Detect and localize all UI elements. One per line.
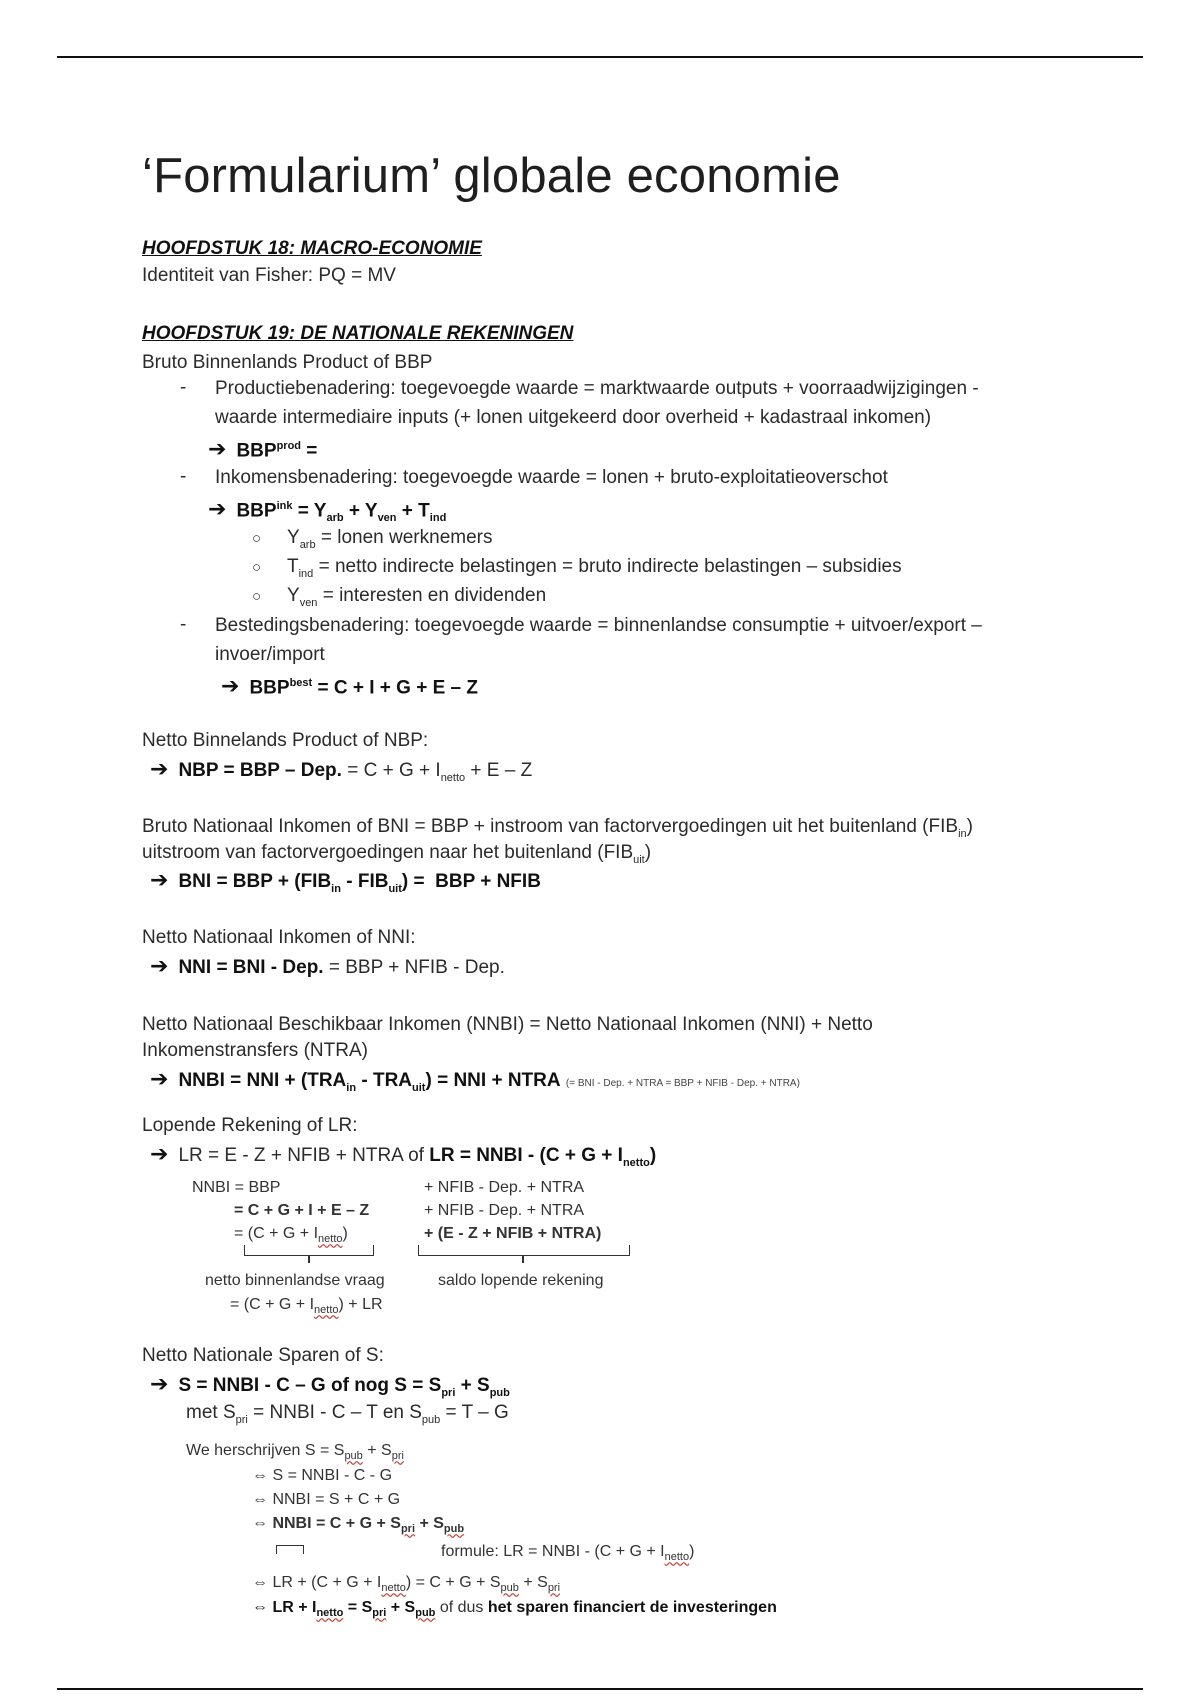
bni-formula: ➔ BNI = BBP + $(FIB_{in} - FIB_{uit})$ = BBP + NFIB (150, 867, 541, 895)
lr-diagram-left-1: NNBI = BBP (192, 1179, 281, 1196)
bestedings-line-1: Bestedingsbenadering: toegevoegde waarde = binnenlandse consumptie + uitvoer/export – (215, 615, 982, 636)
derivation-3: ⇔ NNBI = $C + G + S_{pri} + S_{pub}$ (252, 1515, 465, 1536)
circle-bullet-icon: ○ (252, 588, 262, 605)
lr-diagram-left-3: = $(C + G + I_{netto})$ (234, 1225, 348, 1246)
nbp-formula: ➔ NBP = BBP – Dep. = $C + G + I_{netto} + E - Z$ (150, 756, 533, 784)
derivation-4: ⇔ LR + $(C + G + I_{netto}) = C + G + S_{pub} + S_{pri}$ (252, 1574, 561, 1595)
lr-diagram-label-saldo: saldo lopende rekening (438, 1272, 604, 1289)
bbp-title: Bruto Binnenlands Product of BBP (142, 352, 433, 373)
nni-formula: ➔ NNI = BNI - Dep. = BBP + NFIB - Dep. (150, 953, 505, 978)
brace-derivation (276, 1545, 304, 1554)
lr-diagram-right-1: + NFIB - Dep. + NTRA (424, 1179, 585, 1196)
herschrijven-line: We herschrijven $S = S_{pub} + S_{pri}$ (186, 1442, 404, 1463)
brace-right-tick (522, 1255, 524, 1263)
arrow-icon: ➔ (221, 673, 240, 699)
dash-bullet: - (180, 377, 187, 398)
bni-line-1: Bruto Nationaal Inkomen of BNI = BBP + instroom van factorvergoedingen uit het buitenland $(FIB_{in})$ (142, 816, 973, 840)
nnbi-formula: ➔ NNBI = NNI + $(TRA_{in} - TRA_{uit})$ = NNI + NTRA (= BNI - Dep. + NTRA = BBP + NFIB - Dep. + NTRA) (150, 1066, 800, 1094)
brace-left-tick (308, 1255, 310, 1263)
arrow-icon: ➔ (150, 1066, 169, 1091)
bbp-ink-formula: ➔ $BBP^{ink} = Y_{arb} + Y_{ven} + T_{ind}$ (208, 496, 447, 525)
arrow-icon: ➔ (208, 436, 227, 462)
chapter-18-heading: HOOFDSTUK 18: MACRO-ECONOMIE (142, 238, 482, 259)
productie-line-1: Productiebenadering: toegevoegde waarde = marktwaarde outputs + voorraadwijzigingen - (215, 378, 979, 399)
nnbi-line-2: Inkomenstransfers (NTRA) (142, 1040, 368, 1061)
nnbi-line-1: Netto Nationaal Beschikbaar Inkomen (NNBI) = Netto Nationaal Inkomen (NNI) + Netto (142, 1014, 873, 1035)
bullet-yarb: $Y_{arb}$ = lonen werknemers (287, 527, 493, 551)
page-title: ‘Formularium’ globale economie (142, 149, 841, 203)
nni-title: Netto Nationaal Inkomen of NNI: (142, 927, 416, 948)
bbp-prod-formula: ➔ $BBP^{prod}$ = (208, 436, 318, 462)
brace-right (418, 1245, 630, 1256)
bbp-best-formula: ➔ $BBP^{best} = C + I + G + E - Z$ (221, 673, 478, 699)
bni-line-2: uitstroom van factorvergoedingen naar het buitenland $(FIB_{uit})$ (142, 842, 652, 866)
derivation-2: ⇔ NNBI = S + C + G (252, 1491, 401, 1508)
circle-bullet-icon: ○ (252, 559, 262, 576)
chapter-19-heading: HOOFDSTUK 19: DE NATIONALE REKENINGEN (142, 323, 574, 344)
s-formula: ➔ S = NNBI - C – G of nog $S = S_{pri} + S_{pub}$ (150, 1371, 510, 1399)
bullet-yven: $Y_{ven}$ = interesten en dividenden (287, 585, 547, 609)
arrow-icon: ➔ (150, 756, 169, 781)
lr-diagram-label-vraag-2: = $(C + G + I_{netto})$ + LR (230, 1296, 383, 1317)
derivation-1: ⇔ S = NNBI - C - G (252, 1467, 393, 1484)
arrow-icon: ➔ (150, 867, 169, 892)
arrow-icon: ➔ (208, 496, 227, 522)
bullet-tind: $T_{ind}$ = netto indirecte belastingen = bruto indirecte belastingen – subsidies (287, 556, 902, 580)
inkomens-line: Inkomensbenadering: toegevoegde waarde = lonen + bruto-exploitatieoverschot (215, 467, 888, 488)
formule-line: formule: LR = NNBI - $(C + G + I_{netto})$ (441, 1543, 695, 1564)
bottom-rule (57, 1688, 1143, 1690)
arrow-icon: ➔ (150, 953, 169, 978)
productie-line-2: waarde intermediaire inputs (+ lonen uitgekeerd door overheid + kadastraal inkomen) (215, 407, 932, 428)
lr-title: Lopende Rekening of LR: (142, 1115, 358, 1136)
lr-formula: ➔ LR = E - Z + NFIB + NTRA of LR = NNBI - $(C + G + I_{netto})$ (150, 1141, 657, 1169)
bestedings-line-2: invoer/import (215, 644, 325, 665)
lr-diagram-right-2: + NFIB - Dep. + NTRA (424, 1202, 585, 1219)
derivation-5: ⇔ LR + $I_{netto} = S_{pri} + S_{pub}$ of dus het sparen financiert de investeringen (252, 1599, 777, 1620)
dash-bullet: - (180, 614, 187, 635)
fisher-identity: Identiteit van Fisher: PQ = MV (142, 265, 396, 286)
arrow-icon: ➔ (150, 1371, 169, 1396)
s-met-line: met $S_{pri}$ = NNBI - C – T en $S_{pub} = T - G$ (186, 1402, 509, 1426)
s-title: Netto Nationale Sparen of S: (142, 1345, 384, 1366)
arrow-icon: ➔ (150, 1141, 169, 1166)
lr-diagram-left-2: = C + G + I + E – Z (234, 1202, 370, 1219)
dash-bullet: - (180, 466, 187, 487)
circle-bullet-icon: ○ (252, 530, 262, 547)
nbp-title: Netto Binnelands Product of NBP: (142, 730, 429, 751)
lr-diagram-right-3: + (E - Z + NFIB + NTRA) (424, 1225, 602, 1242)
lr-diagram-label-vraag: netto binnenlandse vraag (205, 1272, 385, 1289)
top-rule (57, 56, 1143, 58)
